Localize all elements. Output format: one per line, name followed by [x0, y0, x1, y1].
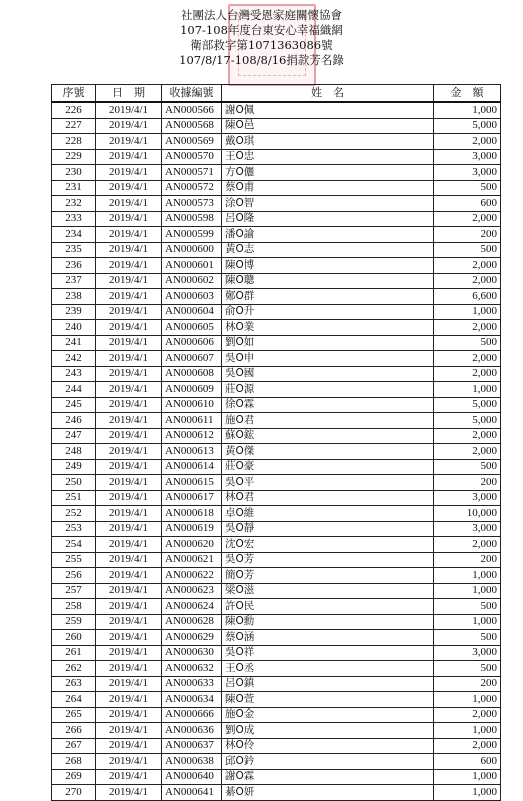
cell-receipt: AN000612 [162, 428, 222, 444]
table-row [52, 413, 501, 429]
cell-seq: 244 [52, 382, 96, 398]
cell-seq: 236 [52, 258, 96, 274]
cell-amount: 500 [434, 599, 501, 615]
cell-name: 林O君 [222, 490, 434, 506]
cell-receipt: AN000630 [162, 645, 222, 661]
cell-seq: 226 [52, 102, 96, 118]
cell-date: 2019/4/1 [96, 149, 162, 165]
cell-amount: 10,000 [434, 506, 501, 522]
cell-amount: 1,000 [434, 382, 501, 398]
donation-table [51, 84, 501, 801]
cell-seq: 228 [52, 134, 96, 150]
table-row [52, 211, 501, 227]
cell-receipt: AN000598 [162, 211, 222, 227]
cell-date: 2019/4/1 [96, 754, 162, 770]
cell-seq: 267 [52, 738, 96, 754]
cell-amount: 3,000 [434, 645, 501, 661]
cell-seq: 254 [52, 537, 96, 553]
cell-amount: 2,000 [434, 320, 501, 336]
cell-seq: 252 [52, 506, 96, 522]
cell-amount: 200 [434, 475, 501, 491]
cell-name: 吳O國 [222, 366, 434, 382]
cell-date: 2019/4/1 [96, 707, 162, 723]
cell-date: 2019/4/1 [96, 506, 162, 522]
cell-amount: 500 [434, 180, 501, 196]
cell-receipt: AN000599 [162, 227, 222, 243]
cell-date: 2019/4/1 [96, 583, 162, 599]
cell-date: 2019/4/1 [96, 258, 162, 274]
cell-amount: 500 [434, 242, 501, 258]
cell-date: 2019/4/1 [96, 521, 162, 537]
cell-amount: 3,000 [434, 149, 501, 165]
cell-amount: 200 [434, 676, 501, 692]
cell-date: 2019/4/1 [96, 599, 162, 615]
cell-amount: 600 [434, 754, 501, 770]
cell-amount: 1,000 [434, 583, 501, 599]
cell-date: 2019/4/1 [96, 289, 162, 305]
cell-amount: 1,000 [434, 723, 501, 739]
cell-seq: 259 [52, 614, 96, 630]
cell-date: 2019/4/1 [96, 537, 162, 553]
table-row [52, 614, 501, 630]
cell-amount: 500 [434, 630, 501, 646]
cell-date: 2019/4/1 [96, 180, 162, 196]
cell-seq: 253 [52, 521, 96, 537]
table-row [52, 707, 501, 723]
cell-receipt: AN000636 [162, 723, 222, 739]
cell-seq: 264 [52, 692, 96, 708]
cell-date: 2019/4/1 [96, 444, 162, 460]
table-row [52, 149, 501, 165]
cell-receipt: AN000633 [162, 676, 222, 692]
table-row [52, 227, 501, 243]
table-row [52, 444, 501, 460]
cell-name: 吳O平 [222, 475, 434, 491]
cell-date: 2019/4/1 [96, 196, 162, 212]
table-row [52, 630, 501, 646]
cell-receipt: AN000609 [162, 382, 222, 398]
cell-amount: 1,000 [434, 785, 501, 801]
cell-receipt: AN000619 [162, 521, 222, 537]
cell-receipt: AN000569 [162, 134, 222, 150]
table-row [52, 490, 501, 506]
cell-seq: 268 [52, 754, 96, 770]
cell-receipt: AN000572 [162, 180, 222, 196]
cell-seq: 238 [52, 289, 96, 305]
cell-seq: 230 [52, 165, 96, 181]
cell-receipt: AN000621 [162, 552, 222, 568]
cell-receipt: AN000617 [162, 490, 222, 506]
cell-name: 綦O妍 [222, 785, 434, 801]
cell-amount: 1,000 [434, 769, 501, 785]
cell-receipt: AN000606 [162, 335, 222, 351]
cell-name: 林O伶 [222, 738, 434, 754]
cell-date: 2019/4/1 [96, 320, 162, 336]
cell-date: 2019/4/1 [96, 630, 162, 646]
table-row [52, 583, 501, 599]
cell-receipt: AN000629 [162, 630, 222, 646]
cell-name: 許O民 [222, 599, 434, 615]
cell-seq: 249 [52, 459, 96, 475]
cell-seq: 241 [52, 335, 96, 351]
cell-receipt: AN000620 [162, 537, 222, 553]
cell-name: 簡O芳 [222, 568, 434, 584]
cell-date: 2019/4/1 [96, 118, 162, 134]
cell-name: 劉O成 [222, 723, 434, 739]
cell-date: 2019/4/1 [96, 304, 162, 320]
cell-name: 卓O維 [222, 506, 434, 522]
cell-receipt: AN000640 [162, 769, 222, 785]
table-row [52, 180, 501, 196]
table-row [52, 366, 501, 382]
cell-amount: 5,000 [434, 413, 501, 429]
table-row [52, 459, 501, 475]
cell-amount: 2,000 [434, 444, 501, 460]
cell-date: 2019/4/1 [96, 490, 162, 506]
cell-date: 2019/4/1 [96, 692, 162, 708]
cell-name: 吳O申 [222, 351, 434, 367]
cell-amount: 1,000 [434, 568, 501, 584]
table-row [52, 258, 501, 274]
cell-amount: 6,600 [434, 289, 501, 305]
cell-date: 2019/4/1 [96, 723, 162, 739]
cell-date: 2019/4/1 [96, 397, 162, 413]
cell-date: 2019/4/1 [96, 614, 162, 630]
table-row [52, 382, 501, 398]
cell-name: 莊O豪 [222, 459, 434, 475]
cell-amount: 2,000 [434, 273, 501, 289]
table-row [52, 769, 501, 785]
cell-seq: 245 [52, 397, 96, 413]
cell-seq: 266 [52, 723, 96, 739]
cell-amount: 1,000 [434, 304, 501, 320]
cell-name: 施O君 [222, 413, 434, 429]
cell-receipt: AN000607 [162, 351, 222, 367]
cell-seq: 250 [52, 475, 96, 491]
cell-amount: 2,000 [434, 211, 501, 227]
cell-date: 2019/4/1 [96, 351, 162, 367]
cell-amount: 2,000 [434, 134, 501, 150]
cell-seq: 229 [52, 149, 96, 165]
cell-name: 陳O勳 [222, 614, 434, 630]
table-row [52, 506, 501, 522]
cell-date: 2019/4/1 [96, 366, 162, 382]
cell-name: 俞O升 [222, 304, 434, 320]
cell-amount: 500 [434, 661, 501, 677]
table-header-row [52, 85, 501, 103]
cell-receipt: AN000602 [162, 273, 222, 289]
table-row [52, 335, 501, 351]
cell-amount: 2,000 [434, 258, 501, 274]
cell-date: 2019/4/1 [96, 552, 162, 568]
cell-name: 施O金 [222, 707, 434, 723]
cell-name: 王O忠 [222, 149, 434, 165]
table-row [52, 242, 501, 258]
column-header-date: 日 期 [96, 85, 162, 103]
cell-amount: 2,000 [434, 738, 501, 754]
table-row [52, 351, 501, 367]
cell-seq: 246 [52, 413, 96, 429]
cell-receipt: AN000637 [162, 738, 222, 754]
cell-date: 2019/4/1 [96, 428, 162, 444]
cell-date: 2019/4/1 [96, 785, 162, 801]
cell-receipt: AN000601 [162, 258, 222, 274]
cell-name: 徐O霖 [222, 397, 434, 413]
table-row [52, 165, 501, 181]
table-row [52, 568, 501, 584]
cell-date: 2019/4/1 [96, 769, 162, 785]
cell-name: 涂O智 [222, 196, 434, 212]
cell-amount: 500 [434, 459, 501, 475]
table-row [52, 273, 501, 289]
cell-name: 劉O如 [222, 335, 434, 351]
cell-seq: 231 [52, 180, 96, 196]
cell-amount: 1,000 [434, 102, 501, 118]
cell-name: 謝O佩 [222, 102, 434, 118]
cell-name: 蔡O涵 [222, 630, 434, 646]
cell-name: 蘇O鋐 [222, 428, 434, 444]
cell-receipt: AN000628 [162, 614, 222, 630]
cell-name: 陳O聰 [222, 273, 434, 289]
cell-amount: 1,000 [434, 614, 501, 630]
cell-date: 2019/4/1 [96, 273, 162, 289]
cell-name: 呂O鎮 [222, 676, 434, 692]
cell-receipt: AN000638 [162, 754, 222, 770]
table-row [52, 645, 501, 661]
cell-seq: 233 [52, 211, 96, 227]
cell-receipt: AN000666 [162, 707, 222, 723]
cell-seq: 235 [52, 242, 96, 258]
table-row [52, 723, 501, 739]
cell-receipt: AN000608 [162, 366, 222, 382]
cell-amount: 1,000 [434, 692, 501, 708]
cell-seq: 237 [52, 273, 96, 289]
cell-seq: 247 [52, 428, 96, 444]
column-header-name: 姓 名 [222, 85, 434, 103]
cell-seq: 262 [52, 661, 96, 677]
cell-receipt: AN000568 [162, 118, 222, 134]
cell-seq: 227 [52, 118, 96, 134]
organization-name: 社團法人台灣受恩家庭關懷協會 [181, 8, 342, 22]
cell-receipt: AN000570 [162, 149, 222, 165]
cell-date: 2019/4/1 [96, 645, 162, 661]
cell-date: 2019/4/1 [96, 382, 162, 398]
cell-seq: 248 [52, 444, 96, 460]
cell-date: 2019/4/1 [96, 738, 162, 754]
cell-seq: 258 [52, 599, 96, 615]
table-row [52, 428, 501, 444]
cell-receipt: AN000600 [162, 242, 222, 258]
cell-name: 方O儷 [222, 165, 434, 181]
cell-receipt: AN000604 [162, 304, 222, 320]
cell-receipt: AN000623 [162, 583, 222, 599]
cell-receipt: AN000605 [162, 320, 222, 336]
cell-amount: 600 [434, 196, 501, 212]
cell-name: 邱O鈐 [222, 754, 434, 770]
cell-date: 2019/4/1 [96, 475, 162, 491]
table-row [52, 785, 501, 801]
cell-name: 蔡O甫 [222, 180, 434, 196]
cell-name: 梁O滋 [222, 583, 434, 599]
cell-name: 王O丞 [222, 661, 434, 677]
table-row [52, 521, 501, 537]
table-row [52, 320, 501, 336]
table-row [52, 196, 501, 212]
cell-seq: 243 [52, 366, 96, 382]
cell-date: 2019/4/1 [96, 211, 162, 227]
cell-amount: 200 [434, 552, 501, 568]
cell-seq: 232 [52, 196, 96, 212]
cell-date: 2019/4/1 [96, 568, 162, 584]
cell-seq: 234 [52, 227, 96, 243]
table-row [52, 552, 501, 568]
cell-amount: 2,000 [434, 351, 501, 367]
cell-amount: 3,000 [434, 165, 501, 181]
table-row [52, 754, 501, 770]
table-row [52, 397, 501, 413]
project-name: 107-108年度台東安心幸福織網 [180, 23, 343, 37]
cell-name: 黃O志 [222, 242, 434, 258]
table-row [52, 118, 501, 134]
cell-seq: 251 [52, 490, 96, 506]
cell-name: 鄭O群 [222, 289, 434, 305]
table-row [52, 692, 501, 708]
cell-seq: 242 [52, 351, 96, 367]
cell-receipt: AN000622 [162, 568, 222, 584]
table-row [52, 676, 501, 692]
cell-receipt: AN000610 [162, 397, 222, 413]
cell-amount: 5,000 [434, 118, 501, 134]
cell-name: 潘O諭 [222, 227, 434, 243]
cell-date: 2019/4/1 [96, 165, 162, 181]
cell-date: 2019/4/1 [96, 134, 162, 150]
table-row [52, 134, 501, 150]
cell-name: 謝O霖 [222, 769, 434, 785]
cell-receipt: AN000613 [162, 444, 222, 460]
column-header-seq: 序號 [52, 85, 96, 103]
cell-amount: 3,000 [434, 490, 501, 506]
table-body [52, 102, 501, 800]
cell-name: 戴O琪 [222, 134, 434, 150]
table-row [52, 475, 501, 491]
cell-date: 2019/4/1 [96, 676, 162, 692]
cell-receipt: AN000632 [162, 661, 222, 677]
cell-seq: 261 [52, 645, 96, 661]
cell-seq: 255 [52, 552, 96, 568]
column-header-receipt: 收據編號 [162, 85, 222, 103]
cell-seq: 260 [52, 630, 96, 646]
cell-receipt: AN000634 [162, 692, 222, 708]
cell-seq: 256 [52, 568, 96, 584]
cell-date: 2019/4/1 [96, 335, 162, 351]
cell-amount: 2,000 [434, 537, 501, 553]
cell-name: 吳O芳 [222, 552, 434, 568]
table-row [52, 102, 501, 118]
cell-name: 黃O傑 [222, 444, 434, 460]
list-title: 107/8/17-108/8/16捐款芳名錄 [179, 53, 344, 67]
cell-date: 2019/4/1 [96, 242, 162, 258]
cell-name: 陳O邑 [222, 118, 434, 134]
cell-name: 呂O隆 [222, 211, 434, 227]
cell-receipt: AN000624 [162, 599, 222, 615]
cell-date: 2019/4/1 [96, 413, 162, 429]
table-row [52, 738, 501, 754]
cell-seq: 270 [52, 785, 96, 801]
cell-seq: 269 [52, 769, 96, 785]
cell-name: 吳O祥 [222, 645, 434, 661]
cell-amount: 500 [434, 335, 501, 351]
cell-amount: 2,000 [434, 428, 501, 444]
table-row [52, 599, 501, 615]
cell-name: 陳O博 [222, 258, 434, 274]
cell-receipt: AN000571 [162, 165, 222, 181]
cell-name: 林O業 [222, 320, 434, 336]
cell-seq: 239 [52, 304, 96, 320]
cell-date: 2019/4/1 [96, 661, 162, 677]
column-header-amount: 金 額 [434, 85, 501, 103]
cell-amount: 200 [434, 227, 501, 243]
cell-amount: 5,000 [434, 397, 501, 413]
cell-seq: 265 [52, 707, 96, 723]
cell-receipt: AN000614 [162, 459, 222, 475]
cell-date: 2019/4/1 [96, 459, 162, 475]
table-row [52, 537, 501, 553]
cell-receipt: AN000641 [162, 785, 222, 801]
cell-name: 沈O宏 [222, 537, 434, 553]
cell-receipt: AN000618 [162, 506, 222, 522]
cell-name: 莊O源 [222, 382, 434, 398]
cell-seq: 257 [52, 583, 96, 599]
document-header [0, 8, 523, 68]
cell-name: 陳O萱 [222, 692, 434, 708]
cell-amount: 2,000 [434, 366, 501, 382]
cell-receipt: AN000566 [162, 102, 222, 118]
cell-receipt: AN000615 [162, 475, 222, 491]
cell-seq: 240 [52, 320, 96, 336]
table-row [52, 661, 501, 677]
cell-name: 吳O靜 [222, 521, 434, 537]
cell-amount: 2,000 [434, 707, 501, 723]
cell-date: 2019/4/1 [96, 102, 162, 118]
cell-receipt: AN000573 [162, 196, 222, 212]
table-row [52, 304, 501, 320]
cell-receipt: AN000603 [162, 289, 222, 305]
cell-receipt: AN000611 [162, 413, 222, 429]
cell-date: 2019/4/1 [96, 227, 162, 243]
cell-amount: 3,000 [434, 521, 501, 537]
table-row [52, 289, 501, 305]
permit-number: 衛部救字第1071363086號 [190, 38, 333, 52]
cell-seq: 263 [52, 676, 96, 692]
